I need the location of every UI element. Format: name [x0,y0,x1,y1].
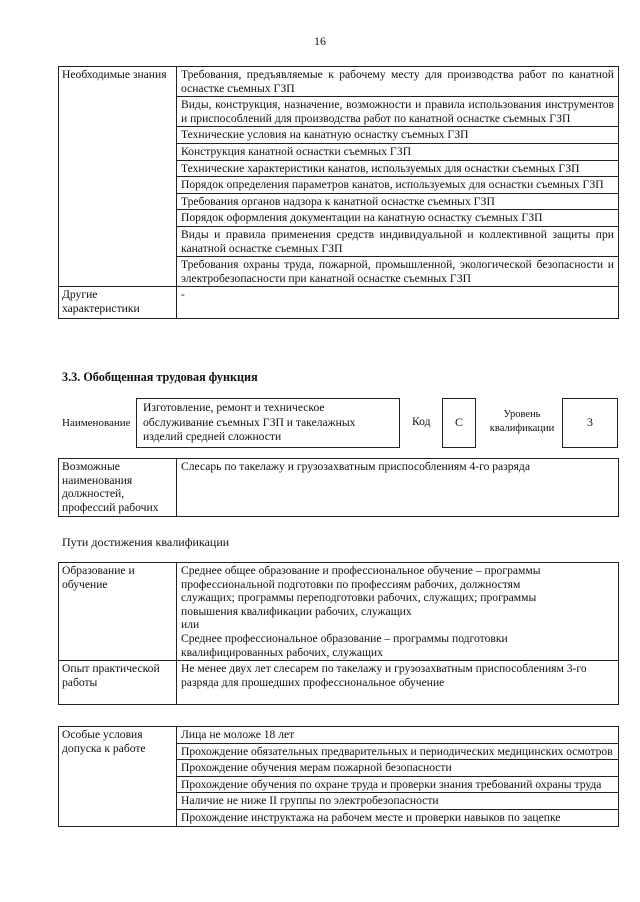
education-line: квалифицированных рабочих, служащих [181,645,383,659]
page-number: 16 [314,34,326,48]
name-box [136,398,400,448]
admission-item: Прохождение обучения мерам пожарной безопасности [177,760,619,777]
experience-label: Опыт практической работы [59,661,177,705]
level-label: Уровень квалификации [489,409,555,434]
name-value: Изготовление, ремонт и техническое обслуживание съемных ГЗП и такелажных изделий средней сложности [143,401,356,443]
education-line: Среднее профессиональное образование – программы подготовки [181,631,508,645]
admission-item: Прохождение инструктажа на рабочем месте и проверки навыков по зацепке [177,809,619,826]
knowledge-item: Технические характеристики канатов, используемых для оснастки съемных ГЗП [177,160,619,177]
positions-label: Возможные наименования должностей, профессий рабочих [59,459,177,517]
positions-table [58,458,619,517]
education-line: служащих; программы переподготовки рабочих, служащих; программы [181,591,537,605]
code-label: Код [412,415,431,428]
admission-item: Прохождение обязательных предварительных и периодических медицинских осмотров [177,743,619,760]
other-label: Другие характеристики [59,287,177,319]
education-label: Образование и обучение [59,563,177,661]
knowledge-item: Требования органов надзора к канатной оснастке съемных ГЗП [177,193,619,210]
knowledge-item: Виды, конструкция, назначение, возможности и правила использования инструментов и приспособлений для производства работ по канатной оснастке съемных ГЗП [177,97,619,127]
code-box [442,398,476,448]
admission-item: Прохождение обучения по охране труда и проверки знания требований охраны труда [177,776,619,793]
knowledge-item: Требования охраны труда, пожарной, промышленной, экологической безопасности и электробезопасности при канатной оснастке съемных ГЗП [177,257,619,287]
knowledge-item: Виды и правила применения средств индивидуальной и коллективной защиты при канатной оснастке съемных ГЗП [177,226,619,256]
admission-table [58,726,619,827]
level-value: 3 [587,415,593,429]
positions-value: Слесарь по такелажу и грузозахватным приспособлениям 4-го разряда [177,459,619,517]
function-header [58,398,618,448]
education-line: профессиональной подготовки по профессиям рабочих, должностям [181,577,521,591]
knowledge-table [58,66,619,319]
education-table [58,562,619,705]
knowledge-item: Порядок оформления документации на канатную оснастку съемных ГЗП [177,210,619,227]
knowledge-item: Технические условия на канатную оснастку съемных ГЗП [177,127,619,144]
admission-label: Особые условия допуска к работе [59,727,177,827]
knowledge-item: Конструкция канатной оснастки съемных ГЗП [177,143,619,160]
admission-item: Лица не моложе 18 лет [177,727,619,744]
knowledge-item: Требования, предъявляемые к рабочему месту для производства работ по канатной оснастке съемных ГЗП [177,67,619,97]
education-line: Среднее общее образование и профессиональное обучение – программы [181,564,541,577]
knowledge-label: Необходимые знания [59,67,177,287]
section-title: 3.3. Обобщенная трудовая функция [62,370,258,384]
education-line: повышения квалификации рабочих, служащих [181,604,412,618]
admission-item: Наличие не ниже II группы по электробезопасности [177,793,619,810]
knowledge-item: Порядок определения параметров канатов, используемых для оснастки съемных ГЗП [177,177,619,194]
experience-value: Не менее двух лет слесарем по такелажу и грузозахватным приспособлениям 3-го разряда для прошедших профессиональное обучение [177,661,619,705]
education-value [177,563,619,661]
level-box [562,398,618,448]
name-label: Наименование [62,417,131,429]
other-value: - [177,287,619,319]
code-value: C [454,415,463,429]
education-line: или [181,618,200,632]
paths-title: Пути достижения квалификации [62,535,230,549]
